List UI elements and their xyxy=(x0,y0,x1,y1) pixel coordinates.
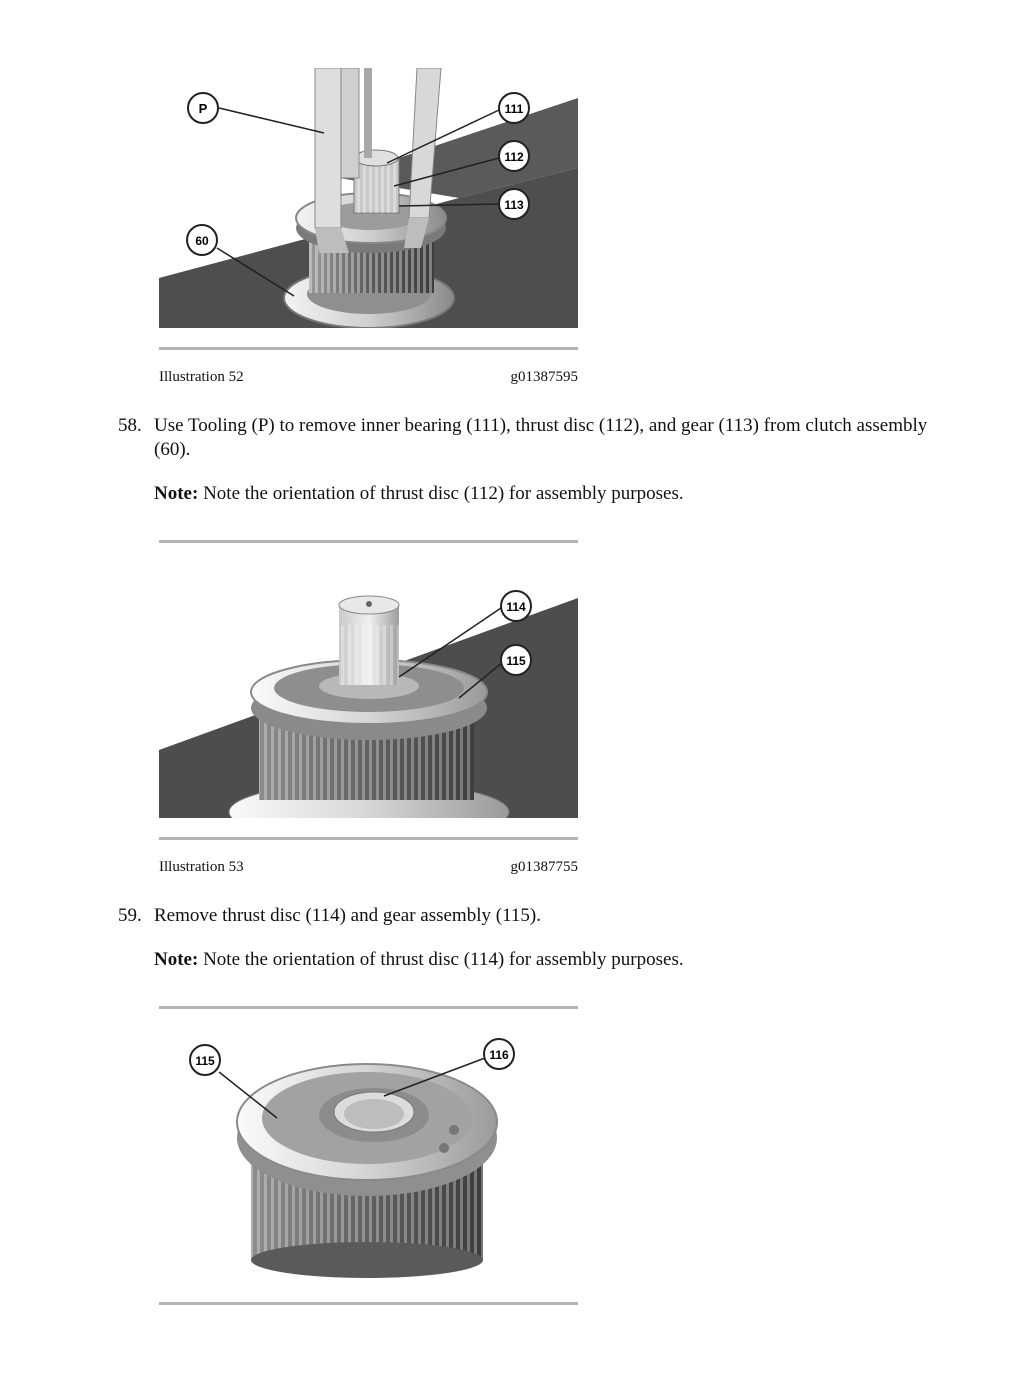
svg-text:112: 112 xyxy=(504,150,524,164)
step-59-note xyxy=(154,948,934,972)
svg-text:P: P xyxy=(198,101,208,116)
illustration-52-image xyxy=(159,68,578,328)
svg-text:113: 113 xyxy=(504,198,524,212)
note-text: Note the orientation of thrust disc (112) for assembly purposes. xyxy=(198,483,684,504)
svg-text:60: 60 xyxy=(195,234,209,248)
note-text: Note the orientation of thrust disc (114) for assembly purposes. xyxy=(198,949,684,970)
step-text: Use Tooling (P) to remove inner bearing (111), thrust disc (112), and gear (113) from clutch assembly (60). xyxy=(154,415,928,460)
illustration-53-caption xyxy=(159,859,578,876)
callout-P xyxy=(188,93,218,123)
svg-text:115: 115 xyxy=(506,654,526,668)
callout-116 xyxy=(484,1039,514,1069)
svg-text:114: 114 xyxy=(506,600,526,614)
svg-text:116: 116 xyxy=(489,1048,509,1062)
illustration-54-image xyxy=(159,1030,578,1285)
figure-rule xyxy=(159,347,578,350)
callout-60 xyxy=(187,225,217,255)
callout-114 xyxy=(501,591,531,621)
svg-text:111: 111 xyxy=(504,102,524,116)
illustration-53-image xyxy=(159,580,578,818)
caption-label: Illustration 53 xyxy=(159,859,244,875)
callout-115 xyxy=(190,1045,220,1075)
figure-rule xyxy=(159,540,578,543)
callout-111 xyxy=(499,93,529,123)
step-number: 59. xyxy=(118,905,142,926)
note-label: Note: xyxy=(154,483,199,504)
callout-113 xyxy=(499,189,529,219)
svg-text:115: 115 xyxy=(195,1054,215,1068)
caption-label: Illustration 52 xyxy=(159,369,244,385)
caption-code: g01387755 xyxy=(510,859,578,875)
step-number: 58. xyxy=(118,415,142,436)
callout-115 xyxy=(501,645,531,675)
step-58-note xyxy=(154,482,934,506)
note-label: Note: xyxy=(154,949,199,970)
illustration-52-caption xyxy=(159,369,578,386)
figure-rule xyxy=(159,1006,578,1009)
callout-112 xyxy=(499,141,529,171)
figure-rule xyxy=(159,1302,578,1305)
step-text: Remove thrust disc (114) and gear assembly (115). xyxy=(154,905,541,926)
caption-code: g01387595 xyxy=(510,369,578,385)
figure-rule xyxy=(159,837,578,840)
